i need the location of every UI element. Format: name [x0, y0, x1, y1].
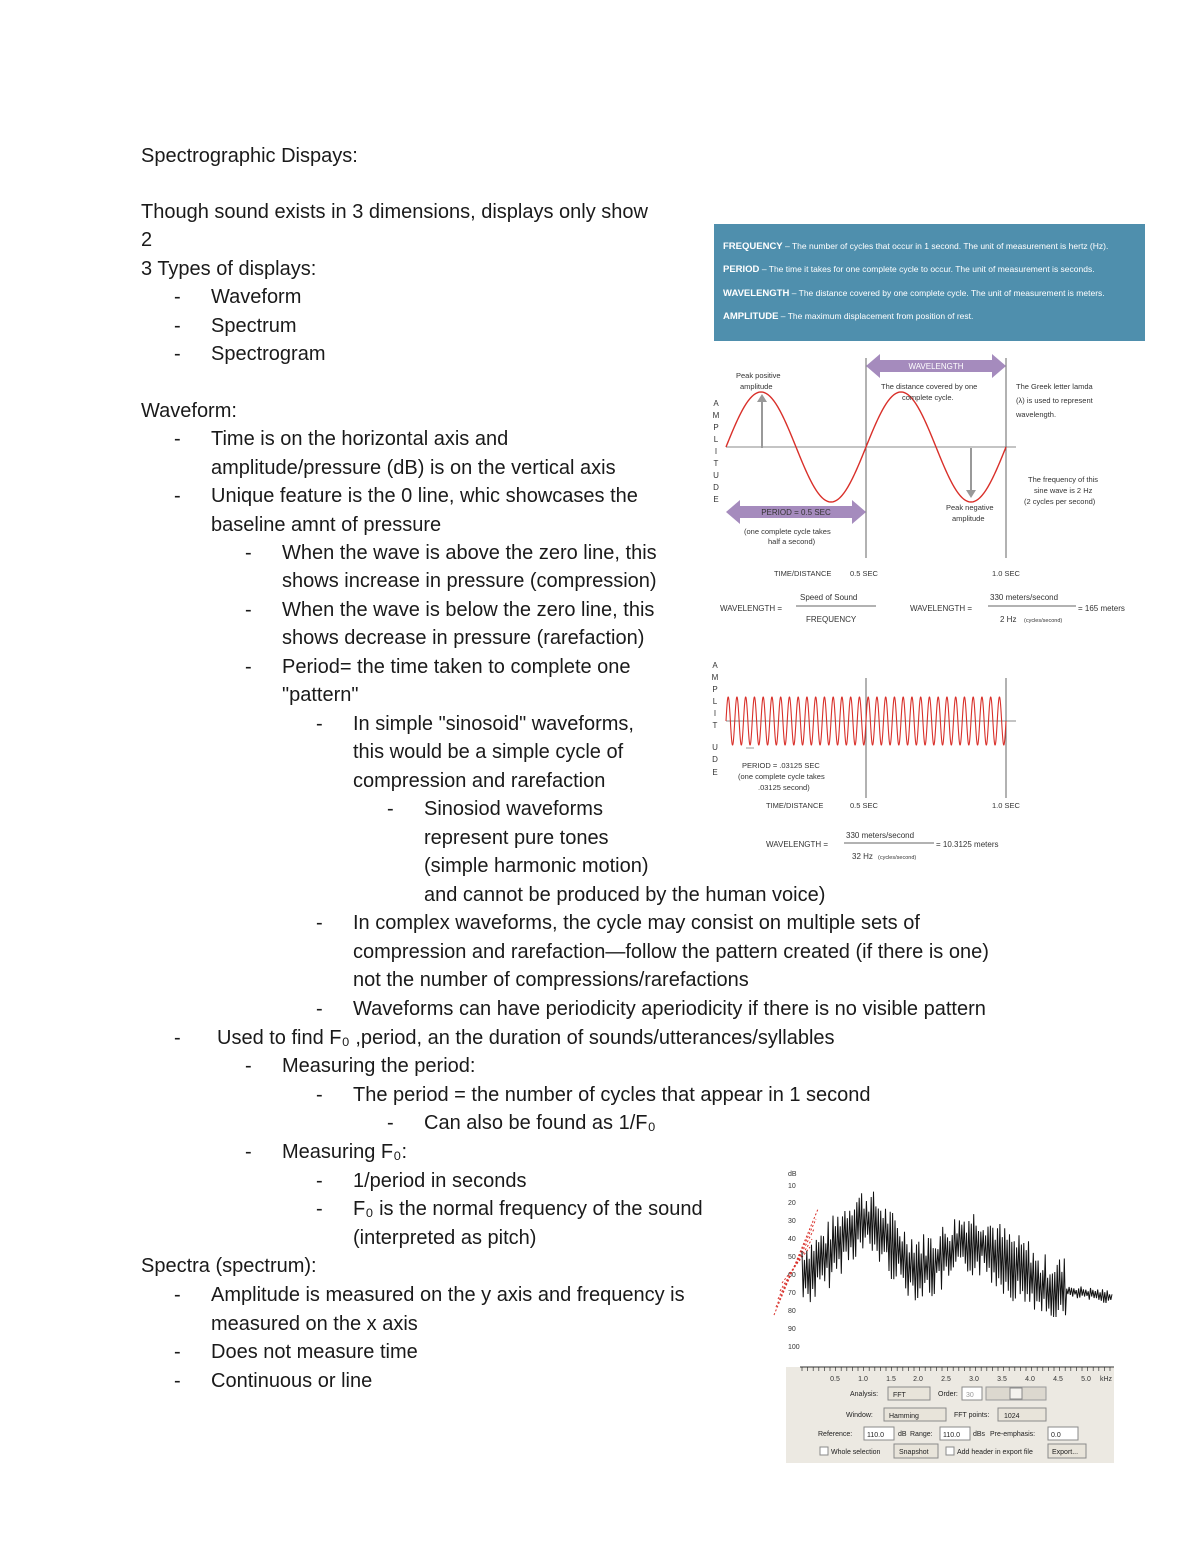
half-second-label: 0.5 SEC [850, 569, 878, 578]
svg-text:Export...: Export... [1052, 1449, 1079, 1456]
bullet-dash: - [316, 1198, 323, 1220]
intro-line-1: Though sound exists in 3 dimensions, displays only show [141, 201, 648, 223]
svg-text:WAVELENGTH =: WAVELENGTH = [720, 604, 783, 613]
bullet-dash: - [174, 1027, 181, 1049]
waveform-note: compression and rarefaction [353, 770, 606, 792]
greek-letter-note: The Greek letter lamda [1016, 382, 1093, 391]
period-arrow-label: PERIOD = 0.5 SEC [761, 508, 831, 517]
bullet-dash: - [174, 1341, 181, 1363]
spectra-note: Continuous or line [211, 1370, 373, 1392]
bullet-dash: - [174, 428, 181, 450]
bullet-dash: - [387, 1112, 394, 1134]
svg-text:complete cycle.: complete cycle. [902, 393, 954, 402]
wavelength-definition: – The distance covered by one complete cycle. The unit of measurement is meters. [791, 288, 1105, 298]
svg-text:60: 60 [788, 1272, 796, 1279]
bullet-dash: - [245, 1141, 252, 1163]
bullet-dash: - [316, 1084, 323, 1106]
waveform-note: In simple "sinosoid" waveforms, [353, 713, 634, 735]
waveform-note: amplitude/pressure (dB) is on the vertical axis [211, 457, 616, 479]
spectra-note: Does not measure time [211, 1341, 418, 1363]
time-distance-label: TIME/DISTANCE [766, 801, 824, 810]
whole-selection-label: Whole selection [831, 1449, 881, 1456]
svg-text:1.0: 1.0 [858, 1376, 868, 1383]
notes-title: Spectrographic Dispays: [141, 145, 358, 167]
frequency-note: The frequency of this [1028, 475, 1099, 484]
svg-text:D: D [712, 755, 718, 764]
svg-text:(cycles/second): (cycles/second) [878, 855, 917, 861]
waveform-note: shows decrease in pressure (rarefaction) [282, 627, 645, 649]
svg-text:(2 cycles per second): (2 cycles per second) [1024, 497, 1096, 506]
spectra-heading: Spectra (spectrum): [141, 1255, 317, 1277]
svg-text:E: E [713, 495, 719, 504]
fft-points-label: FFT points: [954, 1412, 990, 1419]
waveform-note: The period = the number of cycles that appear in 1 second [353, 1084, 871, 1106]
types-heading: 3 Types of displays: [141, 258, 317, 280]
waveform-note: (interpreted as pitch) [353, 1227, 537, 1249]
bullet-dash: - [316, 713, 323, 735]
spectrum-plot [770, 1167, 1116, 1463]
svg-text:PERIOD – The time it takes for [723, 264, 1095, 275]
period-note: (one complete cycle takes [738, 772, 825, 781]
svg-text:M: M [711, 673, 719, 682]
amplitude-axis-label [713, 399, 720, 504]
amplitude-term: AMPLITUDE [723, 311, 779, 322]
reference-label: Reference: [818, 1431, 853, 1438]
svg-text:40: 40 [788, 1236, 796, 1243]
svg-text:Snapshot: Snapshot [899, 1449, 929, 1456]
waveform-note: (simple harmonic motion) [424, 855, 649, 877]
svg-text:E: E [712, 768, 718, 777]
waveform-note: 1/period in seconds [353, 1170, 527, 1192]
svg-text:WAVELENGTH =: WAVELENGTH = [766, 840, 829, 849]
svg-text:32 Hz: 32 Hz [852, 852, 873, 861]
waveform-note: not the number of compressions/rarefactions [353, 969, 749, 991]
waveform-note: Sinosiod waveforms [424, 798, 603, 820]
peak-negative-label: Peak negative [946, 503, 994, 512]
bullet-dash: - [316, 998, 323, 1020]
order-slider-thumb[interactable] [1010, 1388, 1022, 1399]
svg-text:T: T [712, 721, 718, 730]
svg-text:D: D [713, 483, 719, 492]
bullet-dash: - [174, 485, 181, 507]
svg-text:Hamming: Hamming [889, 1413, 919, 1420]
x-axis-labels [830, 1376, 1112, 1383]
svg-text:30: 30 [788, 1218, 796, 1225]
svg-text:A: A [713, 399, 719, 408]
waveform-note: Used to find F₀ ,period, an the duration of sounds/utterances/syllables [217, 1027, 835, 1049]
period-definition: – The time it takes for one complete cycle to occur. The unit of measurement is seconds. [761, 264, 1095, 274]
svg-text:110.0: 110.0 [867, 1432, 884, 1439]
svg-text:FREQUENCY: FREQUENCY [806, 615, 857, 624]
waveform-note: In complex waveforms, the cycle may consist on multiple sets of [353, 912, 920, 934]
bullet-dash: - [245, 1055, 252, 1077]
svg-text:U: U [713, 471, 719, 480]
waveform-note: and cannot be produced by the human voice) [424, 884, 826, 906]
svg-text:L: L [712, 697, 718, 706]
waveform-note: F₀ is the normal frequency of the sound [353, 1198, 703, 1220]
wavelength-calculation [766, 831, 998, 861]
half-second-label: 0.5 SEC [850, 801, 878, 810]
svg-text:dB: dB [898, 1431, 907, 1438]
svg-text:T: T [713, 459, 719, 468]
svg-text:P: P [713, 423, 719, 432]
bullet-dash: - [316, 912, 323, 934]
period-label: PERIOD = .03125 SEC [742, 761, 820, 770]
svg-text:amplitude: amplitude [740, 382, 773, 391]
svg-text:dBs: dBs [973, 1431, 986, 1438]
waveform-note: When the wave is below the zero line, this [282, 599, 655, 621]
frequency-definition: – The number of cycles that occur in 1 second. The unit of measurement is hertz (Hz). [785, 241, 1109, 251]
svg-text:330 meters/second: 330 meters/second [990, 593, 1059, 602]
svg-text:20: 20 [788, 1200, 796, 1207]
bullet-dash: - [245, 599, 252, 621]
svg-text:0.5: 0.5 [830, 1376, 840, 1383]
type-item: Spectrum [211, 315, 297, 337]
waveform-heading: Waveform: [141, 400, 237, 422]
period-note: (one complete cycle takes [744, 527, 831, 536]
waveform-note: Measuring the period: [282, 1055, 476, 1077]
waveform-note: When the wave is above the zero line, this [282, 542, 657, 564]
svg-text:30: 30 [966, 1392, 974, 1399]
svg-text:90: 90 [788, 1326, 796, 1333]
waveform-note: "pattern" [282, 684, 359, 706]
svg-text:half a second): half a second) [768, 537, 816, 546]
time-distance-label: TIME/DISTANCE [774, 569, 832, 578]
waveform-note: Time is on the horizontal axis and [211, 428, 509, 450]
one-second-label: 1.0 SEC [992, 569, 1020, 578]
svg-text:WAVELENGTH – The distance cove [723, 288, 1105, 299]
bullet-dash: - [245, 656, 252, 678]
waveform-note: Can also be found as 1/F₀ [424, 1112, 656, 1134]
svg-text:(λ) is used to represent: (λ) is used to represent [1016, 396, 1093, 405]
high-frequency-wave-diagram [706, 658, 1026, 868]
x-axis-ticks [802, 1367, 1110, 1371]
svg-text:(cycles/second): (cycles/second) [1024, 618, 1063, 624]
svg-text:WAVELENGTH =: WAVELENGTH = [910, 604, 973, 613]
svg-text:FREQUENCY – The number of cycl [723, 241, 1108, 252]
svg-text:sine wave is 2 Hz: sine wave is 2 Hz [1034, 486, 1093, 495]
svg-text:100: 100 [788, 1344, 800, 1351]
svg-text:5.0: 5.0 [1081, 1376, 1091, 1383]
whole-selection-checkbox[interactable] [820, 1447, 828, 1455]
svg-text:Speed of Sound: Speed of Sound [800, 593, 858, 602]
frequency-term: FREQUENCY [723, 241, 783, 252]
svg-text:1024: 1024 [1004, 1413, 1020, 1420]
svg-text:1.5: 1.5 [886, 1376, 896, 1383]
svg-text:amplitude: amplitude [952, 514, 985, 523]
svg-text:10: 10 [788, 1183, 796, 1190]
svg-text:A: A [712, 661, 718, 670]
svg-text:L: L [713, 435, 719, 444]
svg-text:110.0: 110.0 [943, 1432, 960, 1439]
svg-text:0.0: 0.0 [1051, 1432, 1061, 1439]
distance-note: The distance covered by one [881, 382, 978, 391]
waveform-note: represent pure tones [424, 827, 609, 849]
waveform-note: Waveforms can have periodicity aperiodicity if there is no visible pattern [353, 998, 986, 1020]
svg-text:2 Hz: 2 Hz [1000, 615, 1017, 624]
wavelength-term: WAVELENGTH [723, 288, 790, 299]
svg-text:= 165 meters: = 165 meters [1078, 604, 1125, 613]
type-item: Spectrogram [211, 343, 326, 365]
bullet-dash: - [174, 343, 181, 365]
svg-text:AMPLITUDE – The maximum displa [723, 311, 973, 322]
svg-text:4.5: 4.5 [1053, 1376, 1063, 1383]
sine-wave-diagram [706, 348, 1146, 638]
waveform-note: this would be a simple cycle of [353, 741, 624, 763]
waveform-note: compression and rarefaction—follow the pattern created (if there is one) [353, 941, 989, 963]
svg-text:330 meters/second: 330 meters/second [846, 831, 915, 840]
bullet-dash: - [174, 1370, 181, 1392]
svg-text:I: I [714, 447, 718, 456]
add-header-label: Add header in export file [957, 1449, 1033, 1456]
svg-text:dB: dB [788, 1171, 797, 1178]
svg-text:2.5: 2.5 [941, 1376, 951, 1383]
amplitude-definition: – The maximum displacement from position of rest. [780, 311, 974, 321]
svg-text:wavelength.: wavelength. [1016, 410, 1057, 419]
svg-text:80: 80 [788, 1308, 796, 1315]
waveform-note: shows increase in pressure (compression) [282, 570, 657, 592]
svg-text:U: U [712, 743, 718, 752]
svg-text:70: 70 [788, 1290, 796, 1297]
waveform-note: Period= the time taken to complete one [282, 656, 631, 678]
bullet-dash: - [387, 798, 394, 820]
window-label: Window: [846, 1412, 873, 1419]
wavelength-formula [720, 593, 876, 624]
range-label: Range: [910, 1431, 933, 1438]
bullet-dash: - [174, 286, 181, 308]
svg-text:= 10.3125 meters: = 10.3125 meters [936, 840, 999, 849]
svg-text:50: 50 [788, 1254, 796, 1261]
type-item: Waveform [211, 286, 302, 308]
spectra-note: measured on the x axis [211, 1313, 418, 1335]
one-second-label: 1.0 SEC [992, 801, 1020, 810]
svg-text:3.5: 3.5 [997, 1376, 1007, 1383]
svg-text:4.0: 4.0 [1025, 1376, 1035, 1383]
definitions-box [714, 224, 1145, 341]
waveform-note: Unique feature is the 0 line, whic showcases the [211, 485, 638, 507]
svg-text:I: I [713, 709, 717, 718]
svg-text:3.0: 3.0 [969, 1376, 979, 1383]
bullet-dash: - [316, 1170, 323, 1192]
svg-text:kHz: kHz [1099, 1376, 1113, 1383]
preemphasis-label: Pre-emphasis: [990, 1431, 1036, 1438]
svg-text:2.0: 2.0 [913, 1376, 923, 1383]
wavelength-arrow-label: WAVELENGTH [908, 362, 964, 371]
bullet-dash: - [174, 1284, 181, 1306]
svg-text:.03125 second): .03125 second) [758, 783, 810, 792]
intro-line-2: 2 [141, 229, 153, 251]
wavelength-calculation [910, 593, 1125, 624]
waveform-note: Measuring F₀: [282, 1141, 408, 1163]
bullet-dash: - [245, 542, 252, 564]
add-header-checkbox[interactable] [946, 1447, 954, 1455]
spectra-note: Amplitude is measured on the y axis and frequency is [211, 1284, 685, 1306]
svg-text:M: M [712, 411, 720, 420]
waveform-note: baseline amnt of pressure [211, 514, 442, 536]
analysis-label: Analysis: [850, 1391, 879, 1398]
amplitude-axis-label [712, 661, 719, 777]
peak-positive-label: Peak positive [736, 371, 781, 380]
order-label: Order: [938, 1391, 958, 1398]
svg-text:FFT: FFT [893, 1392, 906, 1399]
bullet-dash: - [174, 315, 181, 337]
period-term: PERIOD [723, 264, 760, 275]
svg-text:P: P [712, 685, 718, 694]
